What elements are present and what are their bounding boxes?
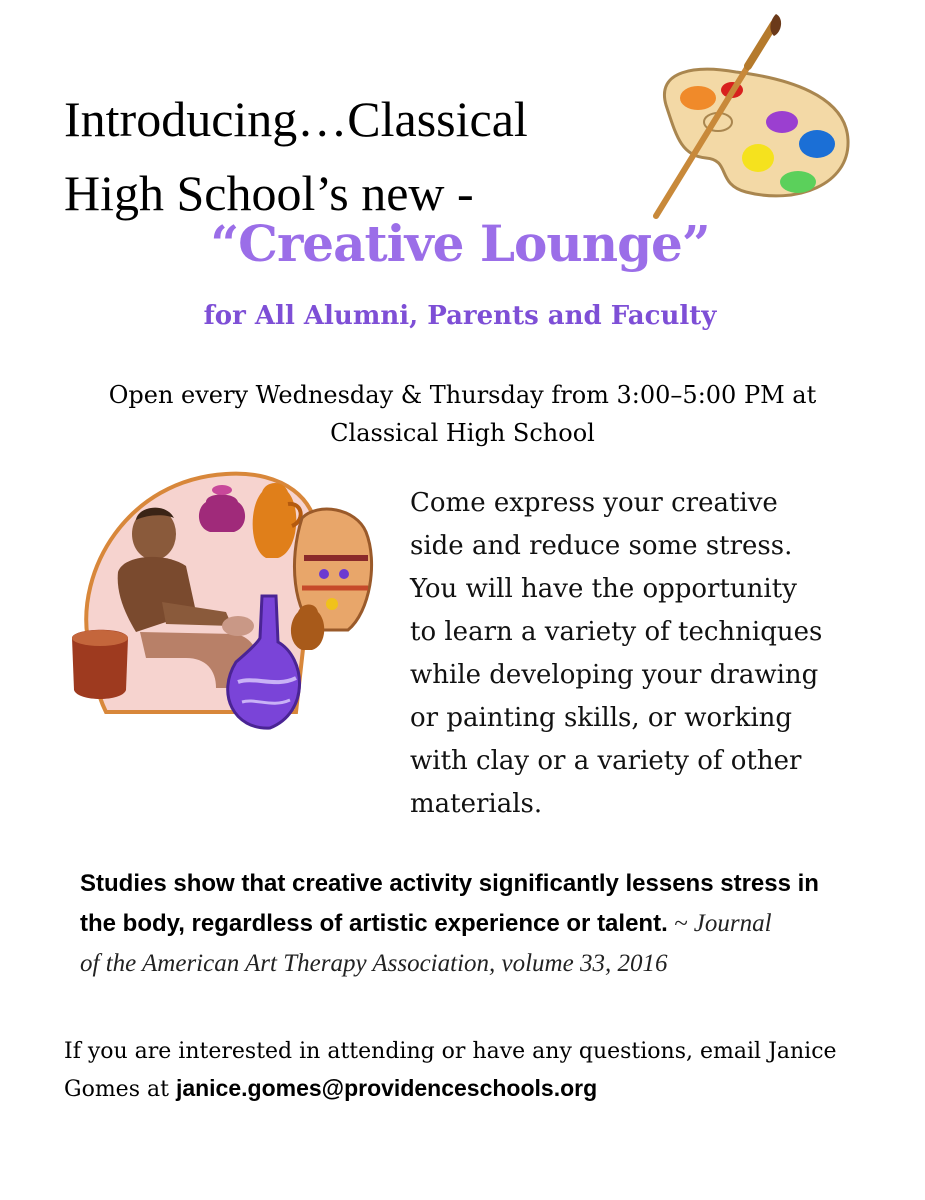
quote-line-1: Studies show that creative activity significantly lessens stress in bbox=[80, 870, 819, 897]
intro-line-1: Introducing…Classical bbox=[64, 91, 528, 147]
research-quote bbox=[80, 864, 880, 984]
quote-line-2-text: the body, regardless of artistic experience or talent. bbox=[80, 910, 668, 937]
quote-line-2 bbox=[80, 904, 880, 944]
description-line: materials. bbox=[410, 789, 543, 819]
intro-line-2: High School’s new - bbox=[64, 165, 474, 221]
description-line: or painting skills, or working bbox=[410, 703, 793, 733]
contact-info bbox=[64, 1034, 904, 1108]
description-line: to learn a variety of techniques bbox=[410, 617, 823, 647]
lounge-title: “Creative Lounge” bbox=[210, 214, 710, 273]
intro-heading bbox=[64, 82, 624, 230]
description-line: while developing your drawing bbox=[410, 660, 819, 690]
description-line: with clay or a variety of other bbox=[410, 746, 802, 776]
hours-line-2: Classical High School bbox=[330, 419, 595, 447]
opening-hours bbox=[40, 376, 885, 452]
contact-line-2 bbox=[64, 1070, 904, 1108]
contact-email-link[interactable]: janice.gomes@providenceschools.org bbox=[175, 1075, 598, 1101]
contact-prefix: Gomes at bbox=[64, 1077, 176, 1102]
pottery-artist-illustration bbox=[66, 462, 386, 742]
description-paragraph bbox=[410, 482, 890, 826]
description-line: You will have the opportunity bbox=[410, 574, 797, 604]
description-line: Come express your creative bbox=[410, 488, 778, 518]
audience-subtitle: for All Alumni, Parents and Faculty bbox=[203, 301, 717, 331]
contact-line-1: If you are interested in attending or have any questions, email Janice bbox=[64, 1039, 837, 1064]
quote-citation: of the American Art Therapy Association, volume 33, 2016 bbox=[80, 950, 668, 977]
description-line: side and reduce some stress. bbox=[410, 531, 793, 561]
paint-palette-icon bbox=[636, 10, 858, 228]
quote-citation-start: ~ Journal bbox=[667, 910, 772, 937]
hours-line-1: Open every Wednesday & Thursday from 3:00–5:00 PM at bbox=[108, 381, 817, 409]
